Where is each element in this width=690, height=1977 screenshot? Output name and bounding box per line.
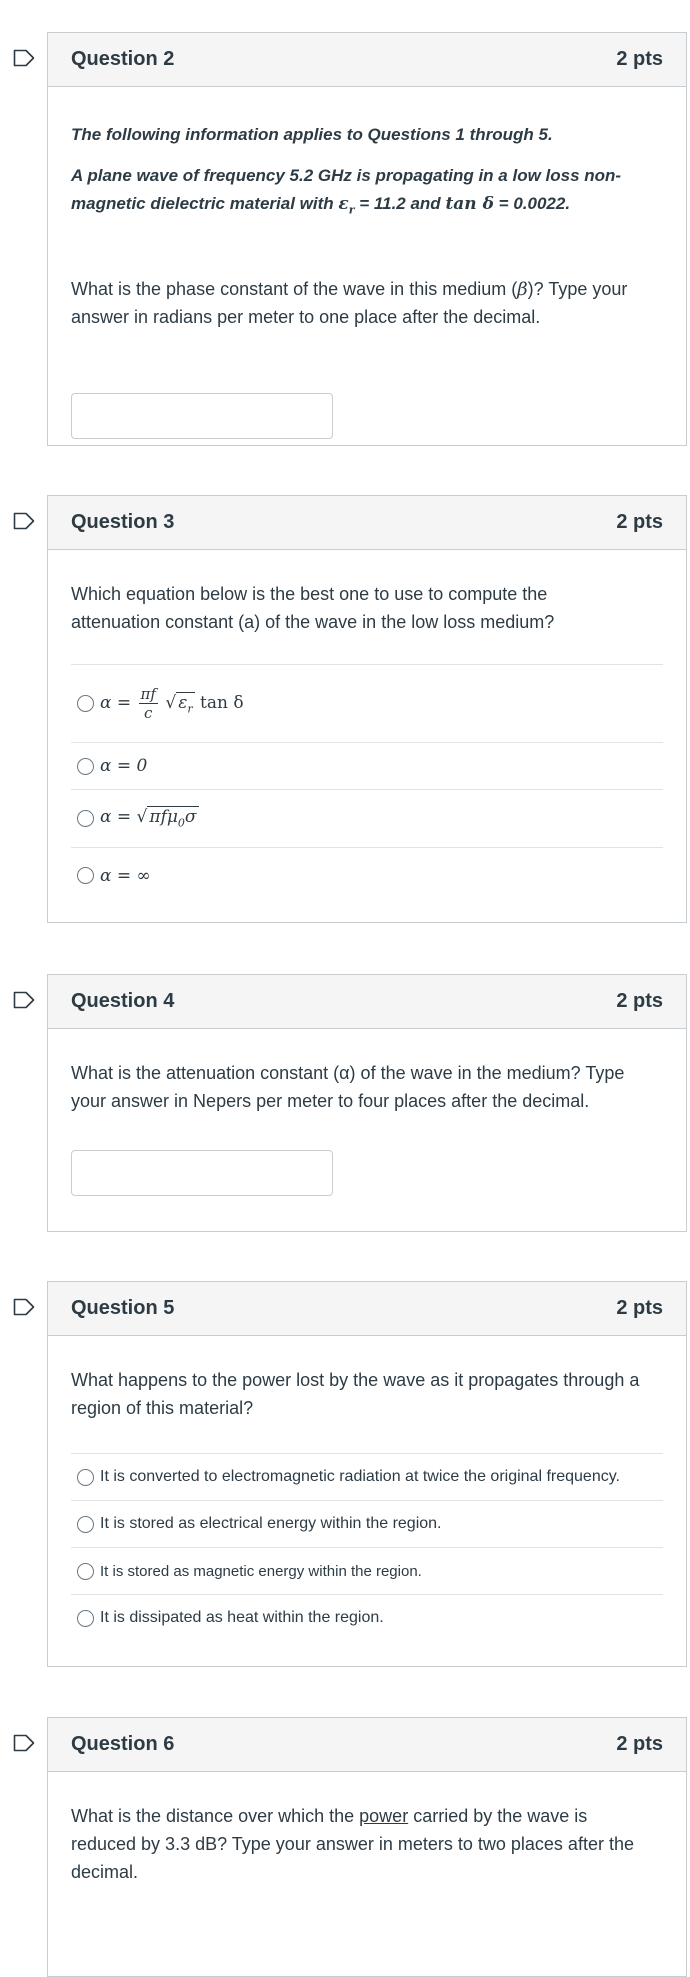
answer-option[interactable] (71, 1594, 663, 1641)
question-prompt: answer in radians per meter to one place after the decimal. (71, 307, 541, 327)
question-title: Question 6 (71, 1733, 175, 1755)
question-card (47, 974, 687, 1232)
power-link[interactable]: power (359, 1806, 409, 1826)
answer-option[interactable] (71, 742, 663, 789)
question-prompt: region of this material? (71, 1398, 254, 1418)
radio-button[interactable] (77, 810, 94, 827)
flag-question-icon[interactable] (13, 991, 35, 1009)
radio-button[interactable] (77, 695, 94, 712)
question-prompt: attenuation constant (a) of the wave in the low loss medium? (71, 612, 555, 632)
radio-button[interactable] (77, 1563, 94, 1580)
answer-option[interactable] (71, 1500, 663, 1547)
question-prompt: What is the attenuation constant (α) of the wave in the medium? Type (71, 1063, 625, 1083)
question-title: Question 4 (71, 990, 175, 1012)
option-label: It is stored as magnetic energy within the region. (100, 1562, 422, 1580)
question-prompt: What is the phase constant of the wave in this medium (β)? Type your (71, 279, 628, 300)
intro-text: The following information applies to Questions 1 through 5. (71, 125, 553, 144)
question-points: 2 pts (616, 511, 663, 533)
option-equation: α = 0 (100, 756, 148, 776)
question-header (48, 1282, 686, 1336)
answer-option[interactable] (71, 847, 663, 903)
question-header (48, 33, 686, 87)
radio-button[interactable] (77, 1610, 94, 1627)
question-points: 2 pts (616, 48, 663, 70)
intro-text: magnetic dielectric material with $\varepsilon_r = 11.2$ and tan δ = 0.0022. (71, 194, 571, 217)
answer-option[interactable] (71, 1453, 663, 1500)
radio-button[interactable] (77, 758, 94, 775)
radio-button[interactable] (77, 1469, 94, 1486)
question-prompt: Which equation below is the best one to use to compute the (71, 584, 548, 604)
question-prompt: reduced by 3.3 dB? Type your answer in meters to two places after the (71, 1834, 634, 1854)
option-label: It is converted to electromagnetic radiation at twice the original frequency. (100, 1468, 620, 1485)
question-title: Question 2 (71, 48, 175, 70)
question-header (48, 496, 686, 550)
question-points: 2 pts (616, 1733, 663, 1755)
answer-input[interactable] (71, 1150, 333, 1196)
option-equation: α = $\frac{\pi f}{c}$ √ $\varepsilon_r$ tan δ (100, 685, 244, 722)
answer-input[interactable] (71, 393, 333, 439)
flag-question-icon[interactable] (13, 512, 35, 530)
flag-question-icon[interactable] (13, 1734, 35, 1752)
answer-option[interactable] (71, 664, 663, 742)
question-header (48, 975, 686, 1029)
question-prompt: your answer in Nepers per meter to four places after the decimal. (71, 1091, 590, 1111)
question-prompt: What happens to the power lost by the wave as it propagates through a (71, 1370, 640, 1390)
question-points: 2 pts (616, 990, 663, 1012)
question-points: 2 pts (616, 1297, 663, 1319)
question-title: Question 5 (71, 1297, 175, 1319)
option-equation: α = ∞ (100, 865, 151, 886)
option-label: It is dissipated as heat within the region. (100, 1609, 384, 1626)
flag-question-icon[interactable] (13, 1298, 35, 1316)
question-prompt: decimal. (71, 1862, 139, 1882)
option-equation: α = √ πfμ$_0$σ (100, 807, 197, 830)
question-header (48, 1718, 686, 1772)
question-card (47, 495, 687, 923)
answer-option[interactable] (71, 789, 663, 847)
question-title: Question 3 (71, 511, 175, 533)
flag-question-icon[interactable] (13, 49, 35, 67)
intro-text: A plane wave of frequency 5.2 GHz is propagating in a low loss non- (71, 166, 622, 185)
question-card (47, 1281, 687, 1667)
answer-option[interactable] (71, 1547, 663, 1594)
question-card (47, 1717, 687, 1977)
question-prompt: What is the distance over which the power carried by the wave is (71, 1806, 588, 1826)
radio-button[interactable] (77, 1516, 94, 1533)
option-label: It is stored as electrical energy within the region. (100, 1515, 442, 1532)
question-card (47, 32, 687, 446)
radio-button[interactable] (77, 867, 94, 884)
